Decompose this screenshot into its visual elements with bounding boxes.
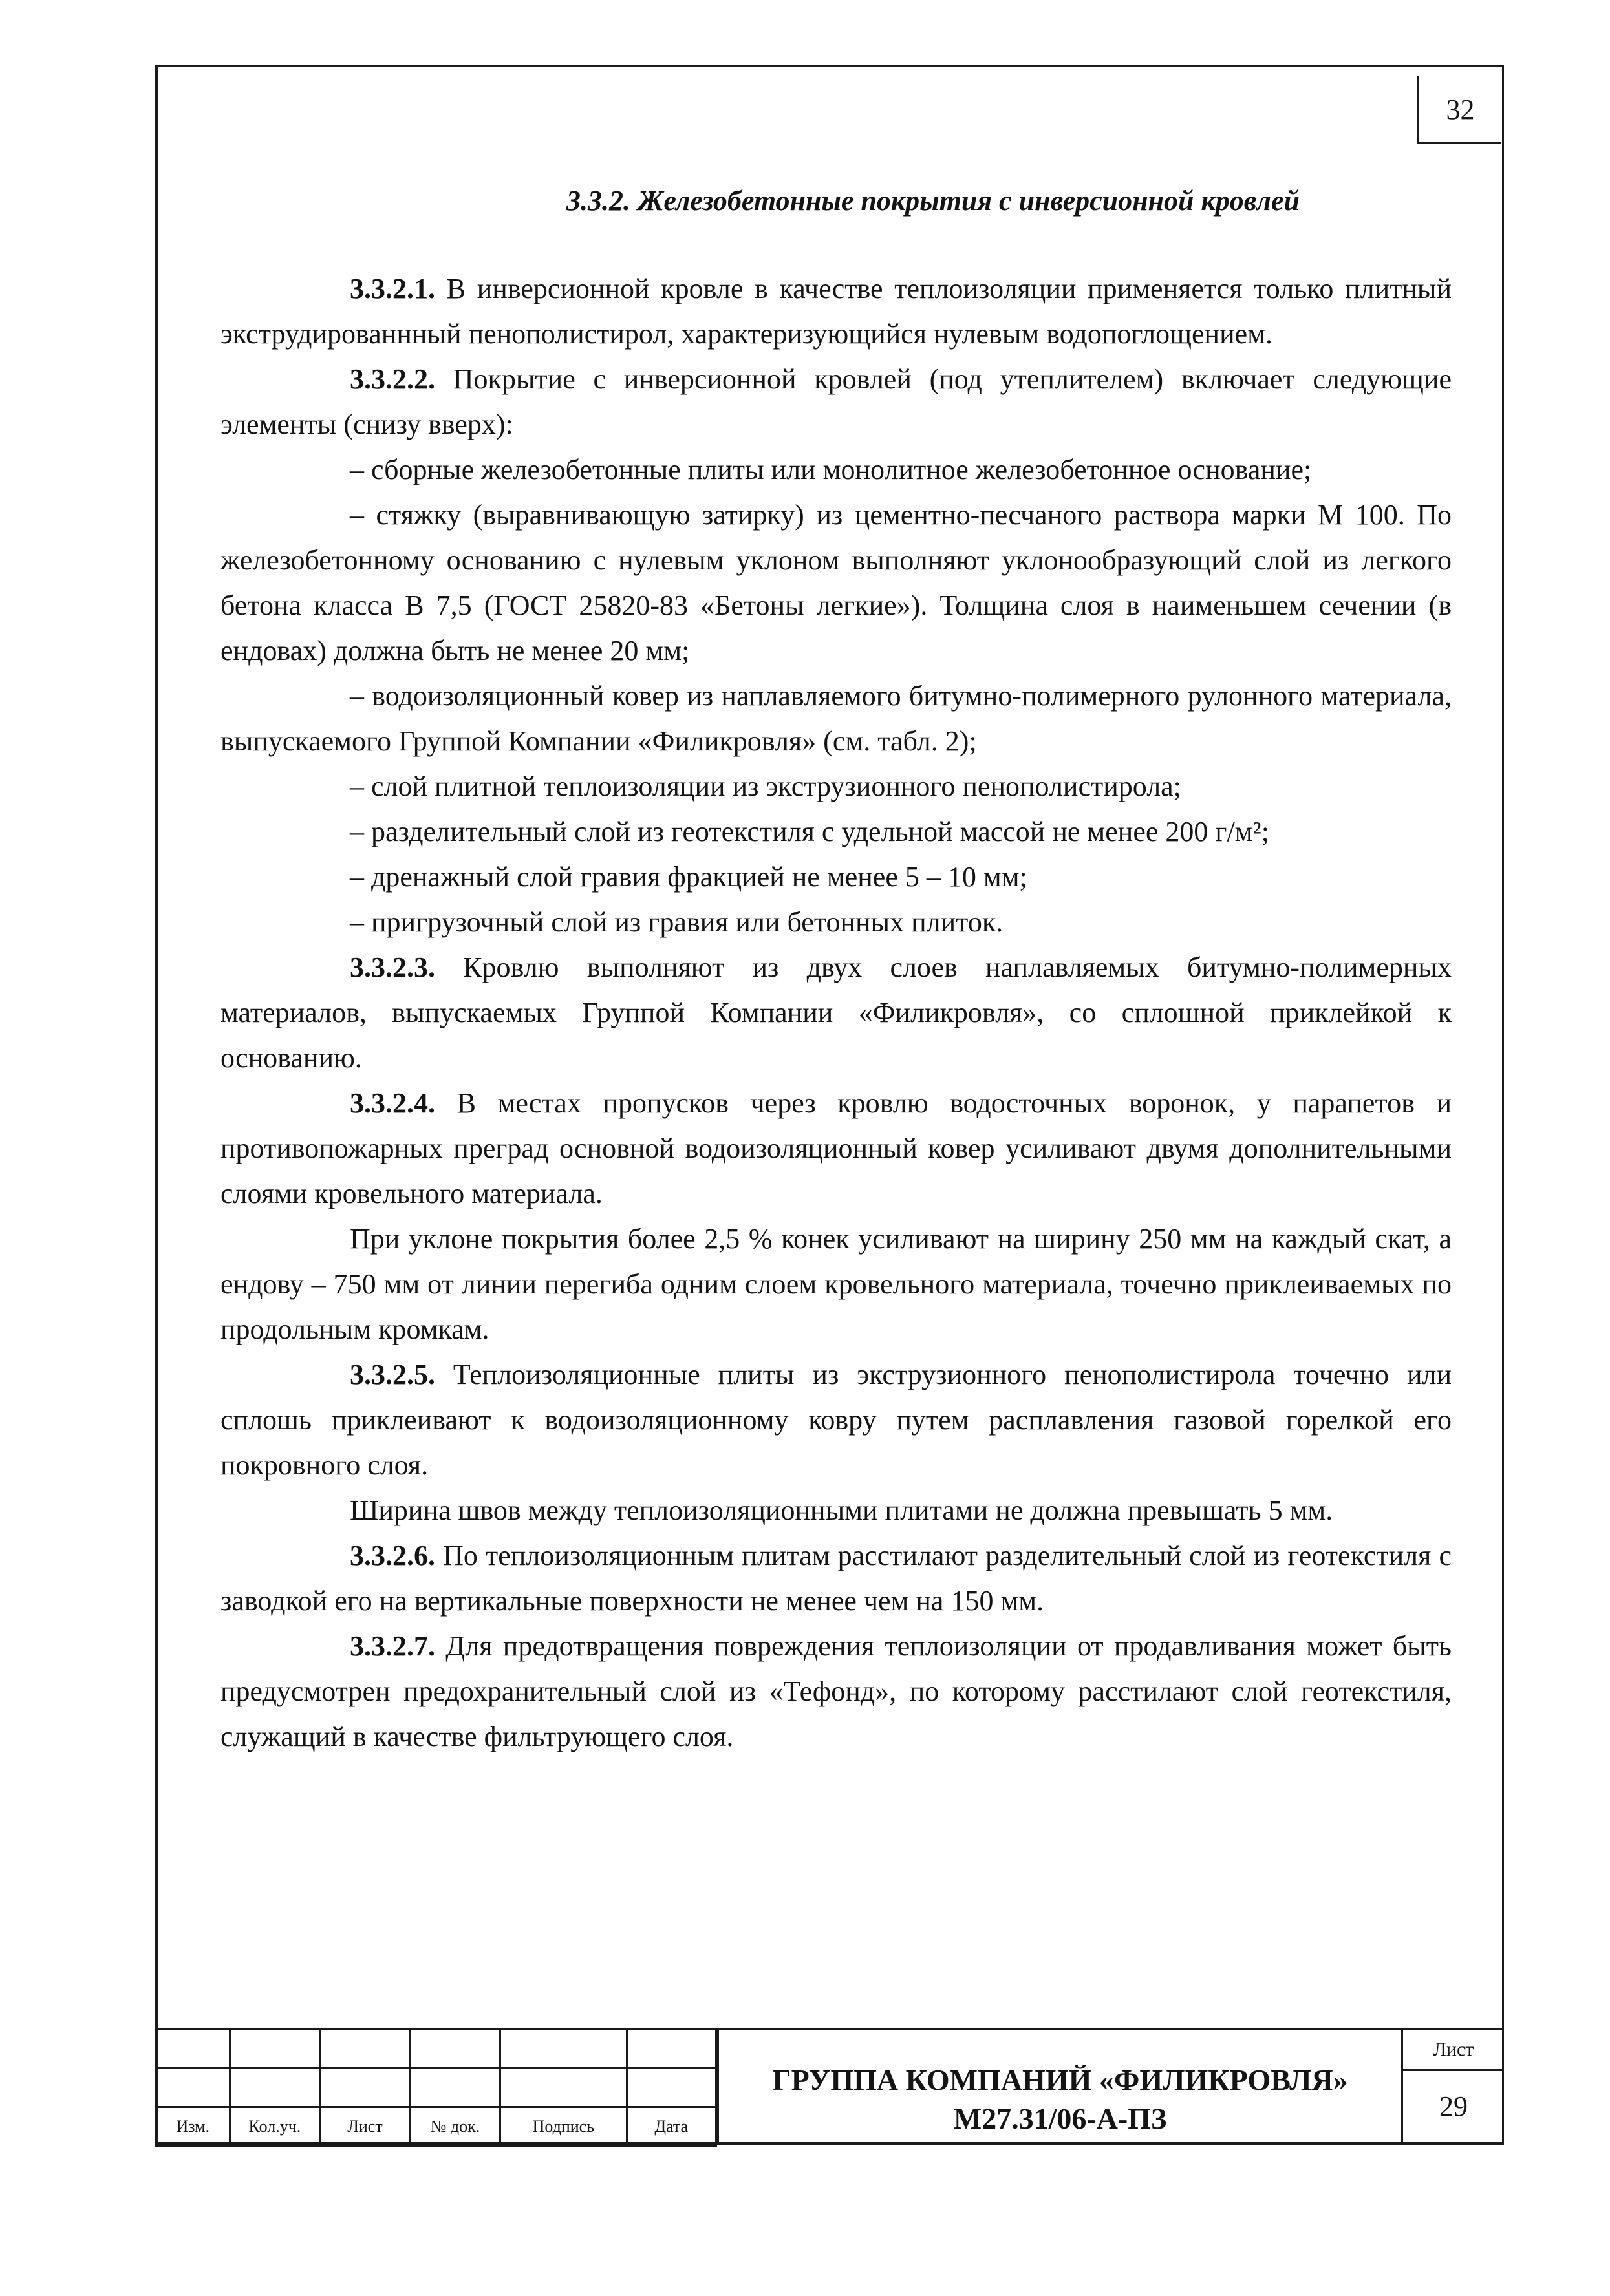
list-item [220, 493, 1452, 674]
clause-number: 3.3.2.4. [350, 1087, 435, 1119]
col-header-date: Дата [627, 2107, 716, 2146]
paragraph-text: Ширина швов между теплоизоляционными плитами не должна превышать 5 мм. [350, 1494, 1333, 1526]
sheet-number: 29 [1439, 2090, 1468, 2122]
paragraph-text: – слой плитной теплоизоляции из экструзионного пенополистирола; [350, 771, 1181, 802]
title-block [155, 2028, 1504, 2145]
table-cell [230, 2068, 320, 2107]
col-header-doc-number: № док. [410, 2107, 500, 2146]
paragraph-text: Для предотвращения повреждения теплоизоляции от продавливания может быть предусмотрен предохранительный слой из «Тефонд», по которому расстилают слой геотекстиля, служащий в качестве фильтрующего слоя. [220, 1630, 1452, 1752]
col-header-change: Изм. [156, 2107, 230, 2146]
clause-number: 3.3.2.5. [350, 1359, 435, 1390]
paragraph-text: – водоизоляционный ковер из наплавляемого битумно-полимерного рулонного материала, выпускаемого Группой Компании «Филикровля» (см. табл. 2); [220, 680, 1452, 757]
document-title-cell [717, 2028, 1401, 2145]
table-cell [320, 2030, 410, 2068]
table-cell [156, 2068, 230, 2107]
paragraph-text: Покрытие с инверсионной кровлей (под утеплителем) включает следующие элементы (снизу вверх): [220, 363, 1452, 440]
list-item [220, 447, 1452, 493]
table-cell [320, 2068, 410, 2107]
company-name: ГРУППА КОМПАНИЙ «ФИЛИКРОВЛЯ» [772, 2063, 1348, 2096]
table-cell [410, 2068, 500, 2107]
table-cell [500, 2030, 627, 2068]
document-code: М27.31/06-А-ПЗ [953, 2102, 1167, 2135]
paragraph [220, 1533, 1452, 1624]
col-header-sheet: Лист [320, 2107, 410, 2146]
sheet-cell [1401, 2028, 1504, 2145]
paragraph [220, 1624, 1452, 1759]
clause-number: 3.3.2.2. [350, 363, 435, 395]
paragraph [220, 266, 1452, 357]
table-cell [627, 2068, 716, 2107]
paragraph-text: – сборные железобетонные плиты или монолитное железобетонное основание; [350, 454, 1312, 485]
sheet-label: Лист [1403, 2030, 1504, 2071]
list-item [220, 855, 1452, 900]
clause-number: 3.3.2.7. [350, 1630, 435, 1662]
paragraph-text: По теплоизоляционным плитам расстилают разделительный слой из геотекстиля с заводкой его на вертикальные поверхности не менее чем на 150 мм. [220, 1540, 1452, 1617]
table-cell [627, 2030, 716, 2068]
clause-number: 3.3.2.6. [350, 1540, 435, 1571]
paragraph-text: Кровлю выполняют из двух слоев наплавляемых битумно-полимерных материалов, выпускаемых Группой Компании «Филикровля», со сплошной приклейкой к основанию. [220, 951, 1452, 1074]
list-item [220, 674, 1452, 764]
paragraph-text: Теплоизоляционные плиты из экструзионного пенополистирола точечно или сплошь приклеивают к водоизоляционному ковру путем расплавления газовой горелкой его покровного слоя. [220, 1359, 1452, 1481]
section-heading: 3.3.2. Железобетонные покрытия с инверсионной кровлей [566, 185, 1300, 217]
list-item [220, 900, 1452, 945]
col-header-count: Кол.уч. [230, 2107, 320, 2146]
paragraph [220, 945, 1452, 1081]
paragraph-text: – стяжку (выравнивающую затирку) из цементно-песчаного раствора марки М 100. По железобетонному основанию с нулевым уклоном выполняют уклонообразующий слой из легкого бетона класса В 7,5 (ГОСТ 25820-83 «Бетоны легкие»). Толщина слоя в наименьшем сечении (в ендовах) должна быть не менее 20 мм; [220, 499, 1452, 666]
revision-table [155, 2028, 717, 2147]
table-cell [230, 2030, 320, 2068]
paragraph-text: – дренажный слой гравия фракцией не менее 5 – 10 мм; [350, 861, 1027, 893]
paragraph [220, 1217, 1452, 1352]
body-text [220, 266, 1452, 1759]
table-cell [410, 2030, 500, 2068]
paragraph [220, 1352, 1452, 1488]
paragraph-text: – разделительный слой из геотекстиля с удельной массой не менее 200 г/м²; [350, 816, 1269, 847]
paragraph [220, 1488, 1452, 1533]
paragraph-text: В инверсионной кровле в качестве теплоизоляции применяется только плитный экструдированнный пенополистирол, характеризующийся нулевым водопоглощением. [220, 273, 1452, 350]
col-header-signature: Подпись [500, 2107, 627, 2146]
paragraph-text: – пригрузочный слой из гравия или бетонных плиток. [350, 906, 1004, 938]
paragraph-text: В местах пропусков через кровлю водосточных воронок, у парапетов и противопожарных преград основной водоизоляционный ковер усиливают двумя дополнительными слоями кровельного материала. [220, 1087, 1452, 1209]
paragraph-text: При уклоне покрытия более 2,5 % конек усиливают на ширину 250 мм на каждый скат, а ендову – 750 мм от линии перегиба одним слоем кровельного материала, точечно приклеиваемых по продольным кромкам. [220, 1223, 1452, 1345]
table-cell [500, 2068, 627, 2107]
page-number: 32 [1417, 76, 1501, 144]
paragraph [220, 357, 1452, 447]
list-item [220, 809, 1452, 855]
table-cell [156, 2030, 230, 2068]
clause-number: 3.3.2.3. [350, 951, 435, 983]
clause-number: 3.3.2.1. [350, 273, 435, 304]
list-item [220, 764, 1452, 809]
paragraph [220, 1081, 1452, 1217]
